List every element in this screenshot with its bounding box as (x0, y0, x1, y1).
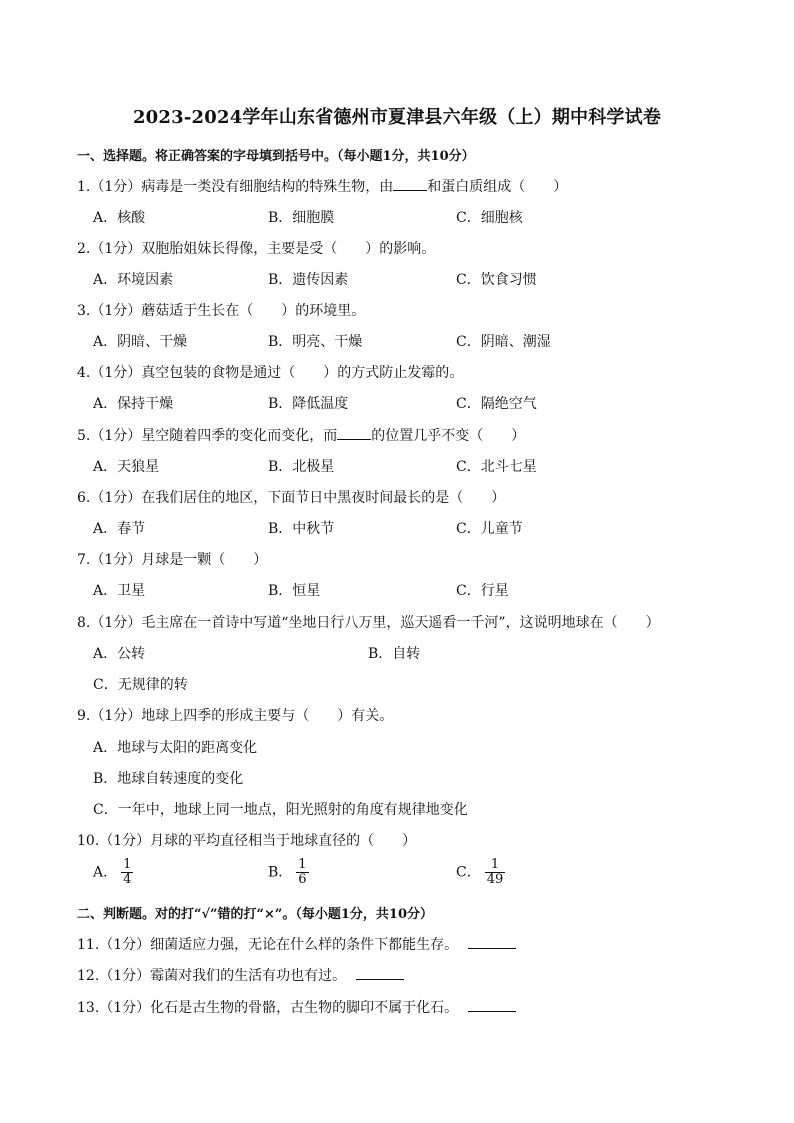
answer-blank (468, 936, 516, 949)
question-4: 4.（1分）真空包装的食物是通过（ ）的方式防止发霉的。 (77, 365, 464, 381)
question-9-option-a: A．地球与太阳的距离变化 (93, 740, 258, 756)
fraction (296, 858, 308, 887)
question-8-option-a: A．公转 (93, 646, 146, 662)
question-8: 8.（1分）毛主席在一首诗中写道“坐地日行八万里，巡天遥看一千河”，这说明地球在（ ） (77, 615, 660, 631)
question-5-option-b: B．北极星 (268, 459, 335, 475)
question-10-option-b (268, 858, 309, 887)
question-1-option-c: C．细胞核 (456, 210, 523, 226)
question-3: 3.（1分）蘑菇适于生长在（ ）的环境里。 (77, 303, 366, 319)
option-label: C． (456, 864, 481, 881)
fill-blank (393, 178, 427, 191)
question-4-option-c: C．隔绝空气 (456, 396, 537, 412)
question-3-option-a: A．阴暗、干燥 (93, 334, 188, 350)
question-2-option-b: B．遗传因素 (268, 272, 349, 288)
answer-blank (356, 967, 404, 980)
question-7: 7.（1分）月球是一颗（ ） (77, 552, 268, 568)
section-heading-choice: 一、选择题。将正确答案的字母填到括号中。（每小题1分，共10分） (77, 149, 475, 164)
fill-blank (337, 427, 371, 440)
question-10-option-a (93, 858, 133, 887)
question-7-option-a: A．卫星 (93, 583, 146, 599)
question-4-option-a: A．保持干燥 (93, 396, 174, 412)
question-5 (77, 425, 525, 445)
question-11-text: 11.（1分）细菌适应力强，无论在什么样的条件下都能生存。 (77, 937, 459, 953)
question-13 (77, 997, 516, 1017)
question-1-option-b: B．细胞膜 (268, 210, 335, 226)
question-8-option-c: C．无规律的转 (93, 677, 188, 693)
question-1 (77, 176, 567, 196)
question-10: 10.（1分）月球的平均直径相当于地球直径的（ ） (77, 833, 417, 849)
question-3-option-c: C．阴暗、潮湿 (456, 334, 551, 350)
question-7-option-c: C．行星 (456, 583, 509, 599)
section-heading-judgement: 二、判断题。对的打“√”错的打“×”。（每小题1分，共10分） (77, 907, 433, 922)
option-label: A． (93, 864, 118, 881)
question-12-text: 12.（1分）霉菌对我们的生活有功也有过。 (77, 968, 347, 984)
question-7-option-b: B．恒星 (268, 583, 321, 599)
fraction (485, 858, 506, 887)
question-3-option-b: B．明亮、干燥 (268, 334, 363, 350)
question-6-option-b: B．中秋节 (268, 521, 335, 537)
question-10-option-c (456, 858, 505, 887)
question-2-option-c: C．饮食习惯 (456, 272, 537, 288)
fraction-denominator: 6 (298, 872, 307, 887)
fraction-numerator: 1 (123, 857, 132, 872)
question-2: 2.（1分）双胞胎姐妹长得像，主要是受（ ）的影响。 (77, 241, 436, 257)
question-11 (77, 934, 516, 954)
question-6: 6.（1分）在我们居住的地区，下面节日中黑夜时间最长的是（ ） (77, 490, 506, 506)
question-5-text-post: 的位置几乎不变（ ） (371, 428, 526, 444)
question-5-text-pre: 5.（1分）星空随着四季的变化而变化，而 (77, 428, 338, 444)
question-4-option-b: B．降低温度 (268, 396, 349, 412)
question-9-option-b: B．地球自转速度的变化 (93, 771, 244, 787)
question-1-text-pre: 1.（1分）病毒是一类没有细胞结构的特殊生物，由 (77, 179, 394, 195)
page-title: 2023-2024学年山东省德州市夏津县六年级（上）期中科学试卷 (132, 107, 662, 128)
answer-blank (468, 999, 516, 1012)
fraction-numerator: 1 (490, 857, 500, 872)
fraction-numerator: 1 (298, 857, 307, 872)
question-6-option-a: A．春节 (93, 521, 146, 537)
question-5-option-c: C．北斗七星 (456, 459, 537, 475)
question-9-option-c: C．一年中，地球上同一地点，阳光照射的角度有规律地变化 (93, 802, 468, 818)
question-8-option-b: B．自转 (368, 646, 421, 662)
question-2-option-a: A．环境因素 (93, 272, 174, 288)
question-12 (77, 965, 404, 985)
question-1-text-post: 和蛋白质组成（ ） (427, 179, 568, 195)
question-13-text: 13.（1分）化石是古生物的骨骼，古生物的脚印不属于化石。 (77, 1000, 459, 1016)
question-1-option-a: A．核酸 (93, 210, 146, 226)
question-6-option-c: C．儿童节 (456, 521, 523, 537)
fraction-denominator: 4 (123, 872, 132, 887)
question-5-option-a: A．天狼星 (93, 459, 160, 475)
question-9: 9.（1分）地球上四季的形成主要与（ ）有关。 (77, 708, 394, 724)
fraction (121, 858, 133, 887)
fraction-denominator: 49 (486, 872, 504, 887)
option-label: B． (268, 864, 293, 881)
